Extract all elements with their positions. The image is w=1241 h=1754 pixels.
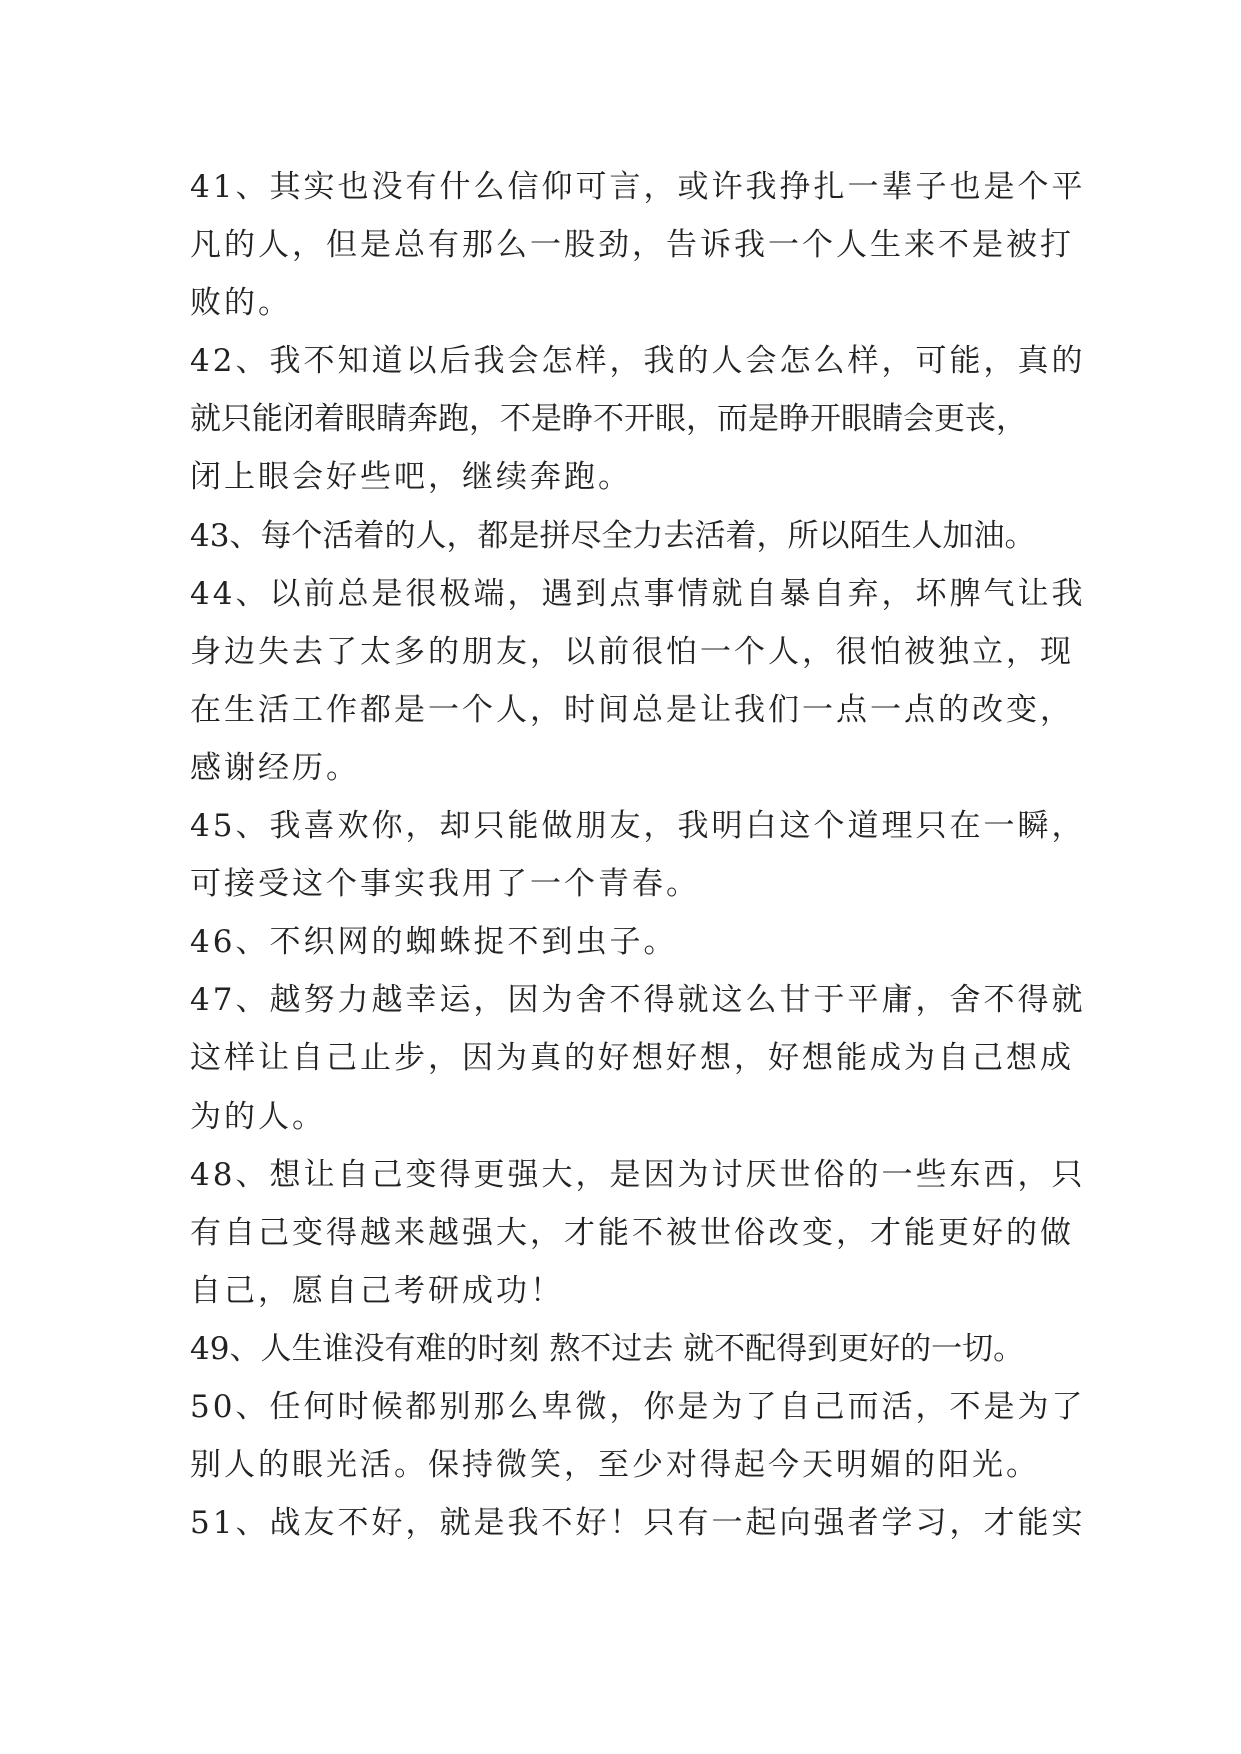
text-line: 49、人生谁没有难的时刻 熬不过去 就不配得到更好的一切。 [190,1330,1025,1367]
text-line: 感谢经历。 [190,749,360,786]
text-line: 别人的眼光活。保持微笑，至少对得起今天明媚的阳光。 [190,1447,1040,1484]
text-line: 47、越努力越幸运，因为舍不得就这么甘于平庸，舍不得就 [190,982,1086,1019]
text-line: 48、想让自己变得更强大，是因为讨厌世俗的一些东西，只 [190,1156,1086,1193]
text-line: 为的人。 [190,1098,326,1135]
document-body [190,158,1086,1552]
text-line: 51、战友不好，就是我不好！只有一起向强者学习，才能实 [190,1505,1086,1542]
text-line: 凡的人，但是总有那么一股劲，告诉我一个人生来不是被打 [190,227,1074,264]
text-line: 自己，愿自己考研成功！ [190,1272,564,1309]
text-line: 44、以前总是很极端，遇到点事情就自暴自弃，坏脾气让我 [190,575,1086,612]
text-line: 这样让自己止步，因为真的好想好想，好想能成为自己想成 [190,1040,1074,1077]
text-line: 有自己变得越来越强大，才能不被世俗改变，才能更好的做 [190,1214,1074,1251]
text-line: 就只能闭着眼睛奔跑，不是睁不开眼，而是睁开眼睛会更丧， [190,401,1027,438]
text-line: 45、我喜欢你，却只能做朋友，我明白这个道理只在一瞬， [190,808,1086,845]
text-line: 46、不织网的蜘蛛捉不到虫子。 [190,924,678,961]
text-line: 50、任何时候都别那么卑微，你是为了自己而活，不是为了 [190,1388,1086,1425]
text-line: 43、每个活着的人，都是拼尽全力去活着，所以陌生人加油。 [190,517,1036,554]
text-line: 闭上眼会好些吧，继续奔跑。 [190,459,632,496]
text-line: 在生活工作都是一个人，时间总是让我们一点一点的改变， [190,691,1074,728]
text-line: 41、其实也没有什么信仰可言，或许我挣扎一辈子也是个平 [190,169,1086,205]
text-line: 42、我不知道以后我会怎样，我的人会怎么样，可能，真的 [190,343,1086,380]
text-line: 身边失去了太多的朋友，以前很怕一个人，很怕被独立，现 [190,633,1074,670]
text-line: 可接受这个事实我用了一个青春。 [190,866,700,903]
text-line: 败的。 [190,285,292,322]
